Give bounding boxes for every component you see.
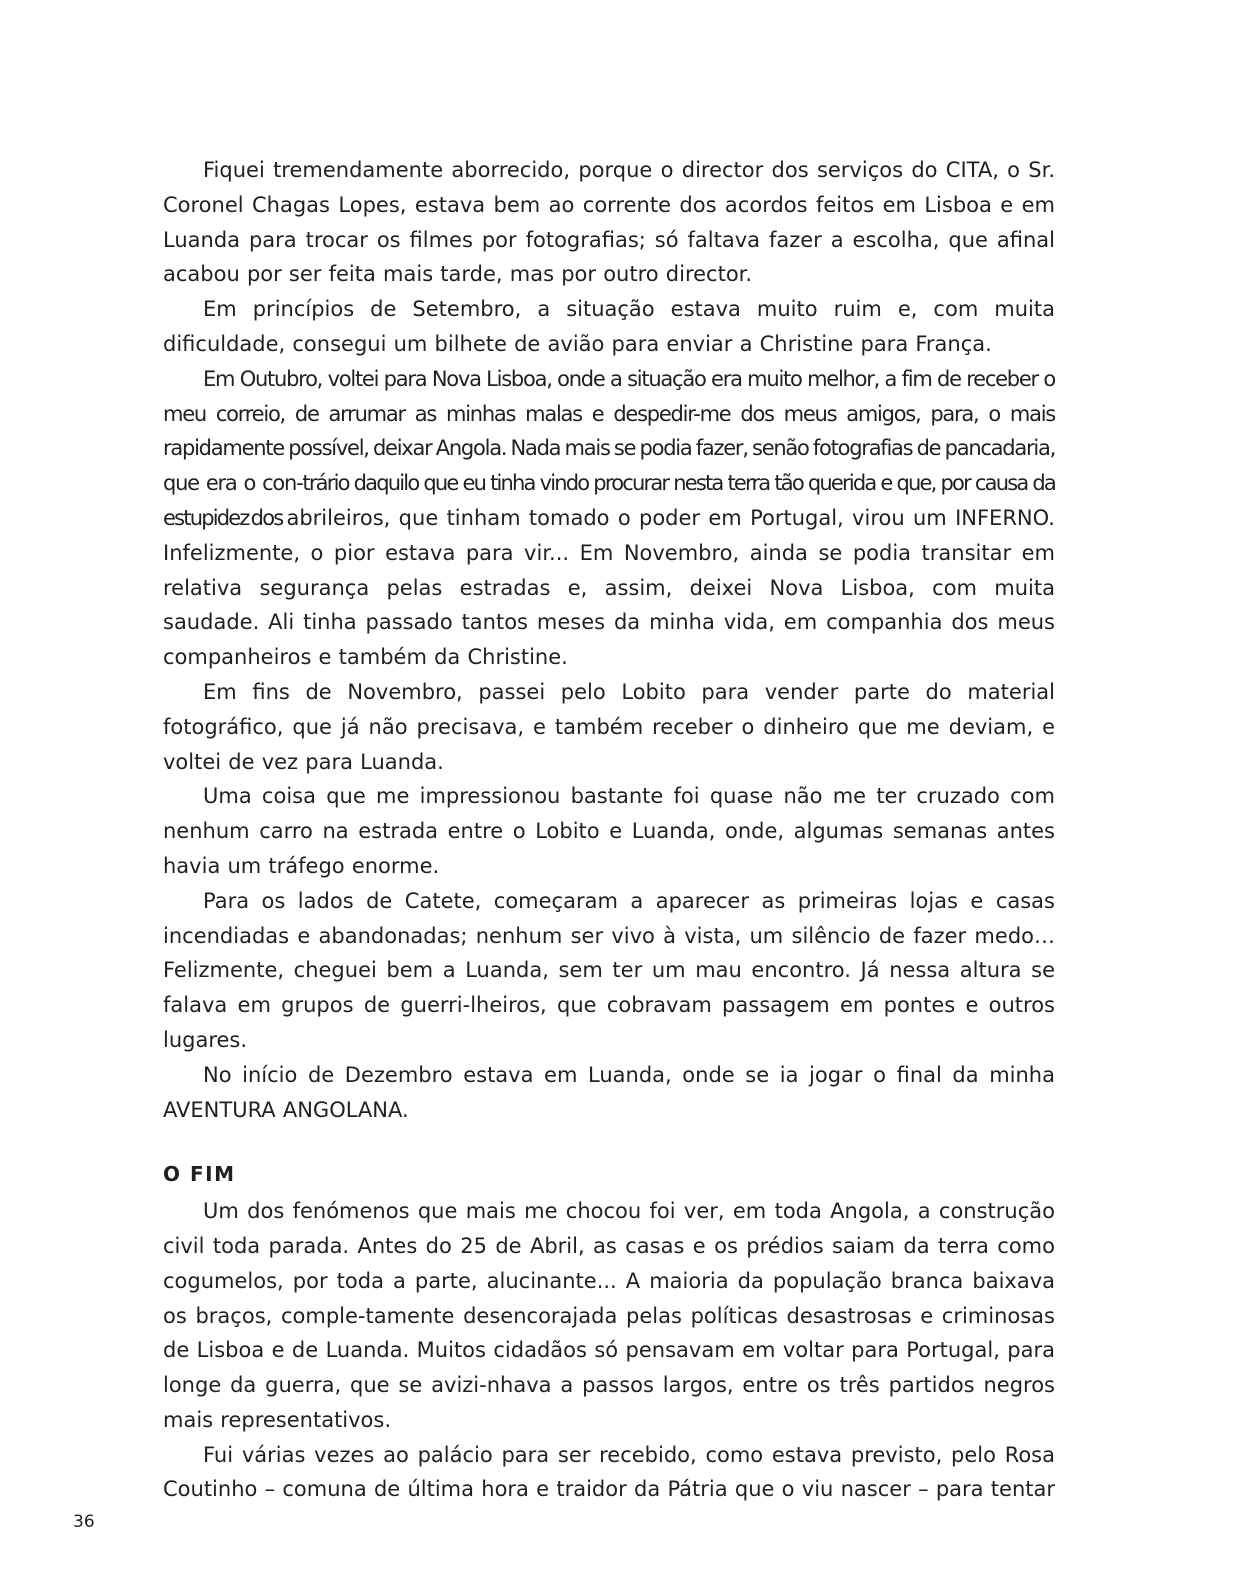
paragraph-lobito: Em fins de Novembro, passei pelo Lobito para vender parte do material fotográfico, que já não precisava, e também receber o dinheiro que me deviam, e voltei de vez para Luanda. (163, 679, 1055, 774)
paragraph-september: Em princípios de Setembro, a situação estava muito ruim e, com muita dificuldade, consegui um bilhete de avião para enviar a Christine para França. (163, 297, 1055, 356)
page-number: 36 (73, 1512, 95, 1532)
section-heading: O FIM (163, 1162, 236, 1187)
paragraph-october-part-3: abrileiros, que tinham tomado o poder em Portugal, virou um INFERNO. Infelizmente, o pior estava para vir... Em Novembro, ainda se podia transitar em relativa segurança pelas estradas e, assim, deixei Nova Lisboa, com muita saudade. Ali tinha passado tantos meses da minha vida, em companhia dos meus companheiros e também da Christine. (163, 505, 1055, 670)
paragraph-road: Uma coisa que me impressionou bastante foi quase não me ter cruzado com nenhum carro na estrada entre o Lobito e Luanda, onde, algumas semanas antes havia um tráfego enorme. (163, 784, 1055, 878)
paragraph-october-part-1: Em Outubro, voltei para Nova Lisboa, onde a situação era muito melhor, a fim de receber o meu correio, de arrumar as minhas malas e despedir-me dos meus amigos, para, o mais rapidamente possível, deixar Angola. Nada mais se podia fazer, senão fotografias de pancadaria, que era o con- (163, 366, 1055, 496)
paragraph-october-part-2: trário daquilo que eu tinha vindo procurar nesta terra tão querida e que, por causa da estupidez dos (163, 471, 1055, 530)
paragraph-december: No início de Dezembro estava em Luanda, onde se ia jogar o final da minha AVENTURA ANGOLANA. (163, 1062, 1055, 1122)
paragraph-catete: Para os lados de Catete, começaram a aparecer as primeiras lojas e casas incendiadas e abandonadas; nenhum ser vivo à vista, um silêncio de fazer medo… Felizmente, cheguei bem a Luanda, sem ter um mau encontro. Já nessa altura se falava em grupos de guerri-lheiros, que cobravam passagem em pontes e outros lugares. (163, 888, 1055, 1052)
paragraph-october (163, 362, 1055, 675)
paragraph-cita-director: Fiquei tremendamente aborrecido, porque o director dos serviços do CITA, o Sr. Coronel Chagas Lopes, estava bem ao corrente dos acordos feitos em Lisboa e em Luanda para trocar os filmes por fotografias; só faltava fazer a escolha, que afinal acabou por ser feita mais tarde, mas por outro director. (163, 158, 1055, 287)
paragraph-palace: Fui várias vezes ao palácio para ser recebido, como estava previsto, pelo Rosa Coutinho – comuna de última hora e traidor da Pátria que o viu nascer – para tentar (163, 1442, 1055, 1502)
page-body (163, 153, 1055, 1507)
paragraph-construction: Um dos fenómenos que mais me chocou foi ver, em toda Angola, a construção civil toda parada. Antes do 25 de Abril, as casas e os prédios saiam da terra como cogumelos, por toda a parte, alucinante... A maioria da população branca baixava os braços, comple-tamente desencorajada pelas políticas desastrosas e criminosas de Lisboa e de Luanda. Muitos cidadãos só pensavam em voltar para Portugal, para longe da guerra, que se avizi-nhava a passos largos, entre os três partidos negros mais representativos. (163, 1199, 1055, 1432)
